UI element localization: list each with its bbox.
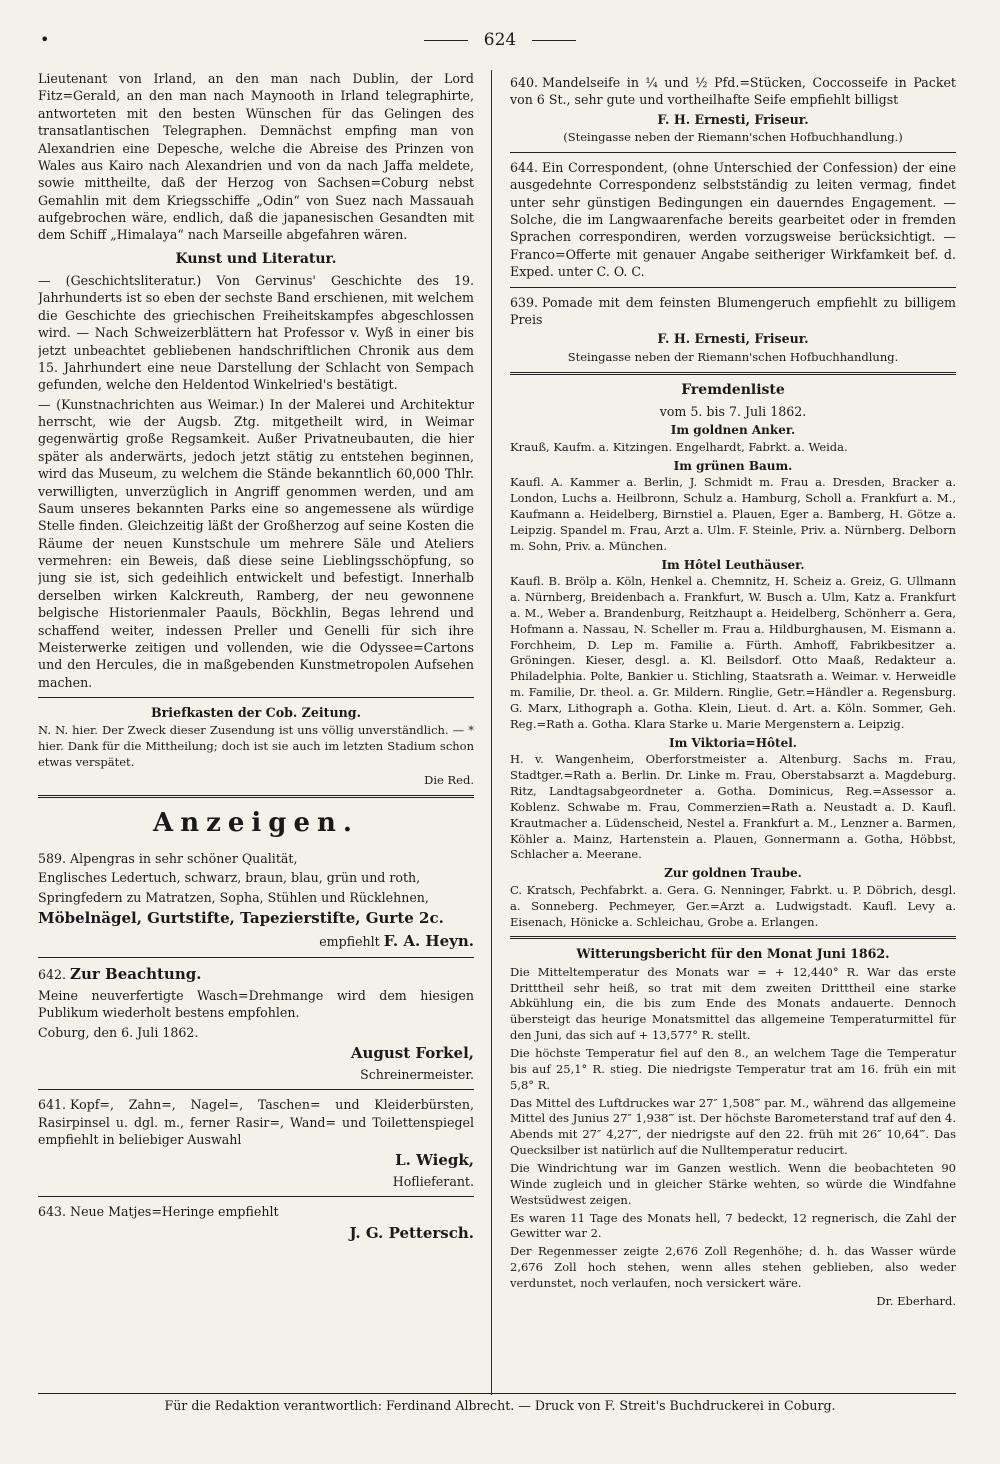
geschichtsliteratur-paragraph: — (Geschichtsliteratur.) Von Gervinus' Geschichte des 19. Jahrhunderts ist so eben der sechste Band erschienen, mit welchem die Geschichte des griechischen Freiheitskampfes abgeschlossen wird. — Nach Schweizerblättern hat Professor v. Wyß in einer bis jetzt unbeachtet gebliebenen handschriftlichen Chronik aus dem 15. Jahrhundert eine neue Darstellung der Schlacht von Sempach gefunden, welche den Heldentod Winkelried's bestätigt.	[38, 273, 474, 393]
ad-number: 642.	[38, 967, 67, 983]
ad-text: Mandelseife in ¼ und ½ Pfd.=Stücken, Coccosseife in Packet von 6 St., sehr gute und vortheilhafte Seife empfiehlt billigst	[510, 75, 956, 108]
divider	[510, 152, 956, 153]
ad-643	[38, 1203, 474, 1243]
briefkasten-heading: Briefkasten der Cob. Zeitung.	[151, 705, 361, 721]
guest-list: Kaufl. B. Brölp a. Köln, Henkel a. Chemnitz, H. Scheiz a. Greiz, G. Ullmann a. Nürnberg, Breidenbach a. Frankfurt, W. Busch a. Ulm, Katz a. Frankfurt a. M., Weber a. Brandenburg, Reitzhaupt a. Heidelberg, Schönherr a. Gera, Hofmann a. Nassau, N. Scheller m. Frau a. Hildburghausen, M. Eismann a. Forchheim, D. Lep m. Familie a. Fürth. Amhoff, Fabrikbesitzer a. Gröningen. Kieser, desgl. a. Kl. Beilsdorf. Otto Maaß, Redakteur a. Philadelphia. Polte, Bankier u. Stichling, Staatsrath a. Weimar. v. Herweidle m. Familie, Dr. theol. a. Gr. Mildern. Ringlie, Getr.=Händler a. Regensburg. G. Marx, Lithograph a. Gotha. Klein, Lieut. d. Art. a. Köln. Sommer, Geh. Reg.=Rath a. Gotha. Klara Starke u. Marie Mergenstern a. Leipzig.	[510, 574, 956, 731]
fremdenliste-date: vom 5. bis 7. Juli 1862.	[659, 403, 807, 419]
divider	[38, 1196, 474, 1197]
guest-list: Kaufl. A. Kammer a. Berlin, J. Schmidt m. Frau a. Dresden, Bracker a. London, Luchs a. Heilbronn, Schulz a. Hamburg, Scholl a. Frankfurt a. M., Kaufmann a. Heidelberg, Birnstiel a. Plauen, Eger a. Bamberg, H. Götze a. Leipzig. Spandel m. Frau, Arzt a. Ulm. F. Steinle, Priv. a. Nürnberg. Delborn m. Sohn, Priv. a. München.	[510, 475, 956, 553]
header-dot: •	[40, 30, 50, 49]
ad-text: Neue Matjes=Heringe empfiehlt	[70, 1204, 279, 1220]
header-rule-right	[532, 40, 576, 41]
ad-589	[38, 850, 474, 952]
anzeigen-heading: Anzeigen.	[153, 807, 359, 838]
ad-recommend: empfiehlt	[319, 933, 380, 949]
ad-signature: J. G. Pettersch.	[349, 1223, 474, 1242]
ad-number: 589.	[38, 850, 67, 866]
ad-line: Springfedern zu Matratzen, Sopha, Stühlen und Rücklehnen,	[38, 889, 429, 905]
weather-paragraph: Die höchste Temperatur fiel auf den 8., an welchem Tage die Temperatur bis auf 25,1° R. stieg. Die niedrigste Temperatur trat am 16. früh ein mit 5,8° R.	[510, 1046, 956, 1092]
ad-address: (Steingasse neben der Riemann'schen Hofbuchhandlung.)	[563, 130, 903, 145]
ad-644	[510, 159, 956, 281]
ad-number: 641.	[38, 1097, 67, 1113]
ad-text: Kopf=, Zahn=, Nagel=, Taschen= und Kleiderbürsten, Rasirpinsel u. dgl. m., ferner Rasir=, Wand= und Toilettenspiegel empfiehlt in beliebiger Auswahl	[38, 1097, 474, 1147]
ad-signature: F. H. Ernesti, Friseur.	[657, 331, 809, 347]
ad-title: Zur Beachtung.	[70, 965, 202, 984]
kunst-literatur-heading: Kunst und Literatur.	[175, 250, 337, 267]
weather-paragraph: Es waren 11 Tage des Monats hell, 7 bedeckt, 12 regnerisch, die Zahl der Gewitter war 2.	[510, 1210, 956, 1241]
guest-list: H. v. Wangenheim, Oberforstmeister a. Altenburg. Sachs m. Frau, Stadtger.=Rath a. Berlin. Dr. Linke m. Frau, Oberstabsarzt a. Magdeburg. Ritz, Landtagsabgeordneter a. Gotha. Dominicus, Reg.=Assessor a. Koblenz. Schwabe m. Frau, Commerzien=Rath a. Neustadt a. D. Kaufl. Krautmacher a. Lüdenscheid, Nestel a. Frankfurt a. M., Lenzner a. Barmen, Köhler a. Mainz, Hartenstein a. Plauen, Gonnermann a. Gotha, Höbbst, Schlacher a. Meerane.	[510, 752, 956, 862]
divider	[38, 697, 474, 698]
ad-642	[38, 964, 474, 1083]
ad-640	[510, 74, 956, 146]
ad-line: Alpengras in sehr schöner Qualität,	[70, 850, 298, 866]
page-number: 624	[483, 30, 517, 50]
news-paragraph: Lieutenant von Irland, an den man nach Dublin, der Lord Fitz=Gerald, an den man nach Maynooth in Irland telegraphirte, antworteten mit den besten Wünschen für das Gelingen des transatlantischen Telegraphen. Demnächst empfing man von Alexandrien eine Depesche, welche die Abreise des Prinzen von Wales aus Kairo nach Alexandrien und von da nach Jaffa meldete, sowie mittheilte, daß der Herzog von Sachsen=Coburg nebst Gemahlin mit dem Kriegsschiffe „Odin“ von Suez nach Massauah aufgebrochen wäre, endlich, daß die japanesischen Gesandten mit dem Schiff „Himalaya“ nach Marseille abgefahren wären.	[38, 71, 474, 243]
ad-number: 644.	[510, 159, 539, 175]
hotel-heading: Im Viktoria=Hôtel.	[669, 735, 797, 750]
footer-rule	[38, 1393, 956, 1394]
divider	[38, 1089, 474, 1090]
ad-date: Coburg, den 6. Juli 1862.	[38, 1024, 199, 1040]
page-header	[0, 30, 1000, 60]
column-divider	[491, 70, 492, 1395]
ad-text: Pomade mit dem feinsten Blumengeruch empfiehlt zu billigem Preis	[510, 294, 956, 327]
weather-signature: Dr. Eberhard.	[876, 1293, 956, 1308]
ad-signature: F. H. Ernesti, Friseur.	[657, 111, 809, 127]
ad-signature: August Forkel,	[350, 1044, 474, 1063]
ad-639	[510, 294, 956, 366]
hotel-heading: Zur goldnen Traube.	[664, 866, 802, 881]
divider	[510, 287, 956, 288]
ad-text: Ein Correspondent, (ohne Unterschied der Confession) der eine ausgedehnte Correspondenz selbstständig zu leiten vermag, findet unter sehr günstigen Bedingungen ein dauerndes Engagement. — Solche, die im Langwaarenfache bereits gearbeitet oder in fremden Sprachen correspondiren, werden vorzugsweise berücksichtigt. — Franco=Offerte mit genauer Angabe seitheriger Wirkfamkeit bef. d. Exped. unter C. O. C.	[510, 159, 956, 280]
ad-number: 640.	[510, 75, 539, 90]
ad-role: Schreinermeister.	[360, 1066, 474, 1082]
ad-641	[38, 1096, 474, 1190]
divider	[510, 372, 956, 375]
weather-paragraph: Die Windrichtung war im Ganzen westlich. Wenn die beobachteten 90 Winde zugleich und in gleicher Stärke wehten, so würde die Windfahne Westsüdwest zeigen.	[510, 1161, 956, 1207]
ad-number: 639.	[510, 294, 539, 310]
ad-address: Steingasse neben der Riemann'schen Hofbuchhandlung.	[567, 349, 899, 364]
weather-paragraph: Die Mitteltemperatur des Monats war = + 12,440° R. War das erste Dritttheil sehr heiß, so trat mit dem zweiten Dritttheil eine starke Abkühlung ein, die bis zum Ende des Monats andauerte. Dennoch übersteigt das heurige Monatsmittel das allgemeine Temperaturmittel für den Juni, das sich auf + 13,577° R. stellt.	[510, 964, 956, 1043]
left-column	[38, 70, 474, 1392]
divider	[38, 957, 474, 958]
briefkasten-signature: Die Red.	[424, 773, 474, 788]
witterungsbericht-heading: Witterungsbericht für den Monat Juni 1862.	[576, 946, 890, 962]
hotel-heading: Im grünen Baum.	[673, 458, 793, 473]
header-rule-left	[424, 40, 468, 41]
ad-number: 643.	[38, 1204, 67, 1220]
guest-list: Krauß, Kaufm. a. Kitzingen. Engelhardt, Fabrkt. a. Weida.	[510, 439, 848, 454]
divider	[38, 795, 474, 798]
divider	[510, 936, 956, 939]
ad-signature: F. A. Heyn.	[383, 931, 474, 950]
ad-signature: L. Wiegk,	[395, 1151, 474, 1170]
ad-text: Meine neuverfertigte Wasch=Drehmange wird dem hiesigen Publikum wiederholt bestens empfohlen.	[38, 987, 474, 1021]
right-column	[510, 70, 956, 1392]
footer-imprint: Für die Redaktion verantwortlich: Ferdinand Albrecht. — Druck von F. Streit's Buchdruckerei in Coburg.	[164, 1398, 836, 1413]
fremdenliste-heading: Fremdenliste	[681, 381, 785, 398]
ad-role: Hoflieferant.	[392, 1173, 474, 1189]
briefkasten-text: N. N. hier. Der Zweck dieser Zusendung ist uns völlig unverständlich. — * hier. Dank für die Mittheilung; doch ist sie auch im letzten Stadium schon etwas verspätet.	[38, 723, 474, 770]
hotel-heading: Im goldnen Anker.	[670, 423, 796, 438]
ad-line: Englisches Ledertuch, schwarz, braun, blau, grün und roth,	[38, 870, 421, 886]
ad-line: Möbelnägel, Gurtstifte, Tapezierstifte, Gurte 2c.	[38, 908, 444, 927]
guest-list: C. Kratsch, Pechfabrkt. a. Gera. G. Nenninger, Fabrkt. u. P. Döbrich, desgl. a. Sonneberg. Pechmeyer, Ger.=Arzt a. Ludwigstadt. Kaufl. Levy a. Eisenach, Hönicke a. Schleichau, Grobe a. Erlangen.	[510, 882, 956, 929]
hotel-heading: Im Hôtel Leuthäuser.	[661, 557, 805, 572]
weather-paragraph: Das Mittel des Luftdruckes war 27″ 1,508‴ par. M., während das allgemeine Mittel des Junius 27″ 1,938‴ ist. Der höchste Barometerstand traf auf den 4. Abends mit 27″ 4,27‴, der niedrigste auf den 22. früh mit 26″ 10,64‴. Das Quecksilber ist natürlich auf die Nulltemperatur reducirt.	[510, 1095, 956, 1158]
weather-paragraph: Der Regenmesser zeigte 2,676 Zoll Regenhöhe; d. h. das Wasser würde 2,676 Zoll hoch stehen, wenn alles stehen geblieben, also weder verdunstet, noch verlaufen, noch versickert wäre.	[510, 1244, 956, 1291]
kunstnachrichten-paragraph: — (Kunstnachrichten aus Weimar.) In der Malerei und Architektur herrscht, wie der Augsb. Ztg. mitgetheilt wird, in Weimar gegenwärtig große Regsamkeit. Außer Privatneubauten, die hier später als anderwärts, jedoch jetzt stätig zu entstehen beginnen, wird das Museum, zu welchem die Stände bekanntlich 60,000 Thlr. verwilligten, unverzüglich in Angriff genommen werden, und am Saum unseres bekannten Parks eine so angemessene als würdige Stelle finden. Gleichzeitig läßt der Großherzog auf seine Kosten die Räume der neuen Kunstschule um mehrere Säle und Ateliers vermehren: ein Beweis, daß diese seine Lieblingsschöpfung, so jung sie ist, sich gedeihlich entwickelt und befestigt. Innerhalb derselben wirken Kalckreuth, Ramberg, der neu gewonnene belgische Historienmaler Paauls, Böckhlin, Begas lehrend und schaffend weiter, indessen Preller und Genelli für sich ihre Meisterwerke zeitigen und vollenden, wie die Odyssee=Cartons und den Hercules, die in maßgebenden Kunstmetropolen Aufsehen machen.	[38, 396, 474, 690]
